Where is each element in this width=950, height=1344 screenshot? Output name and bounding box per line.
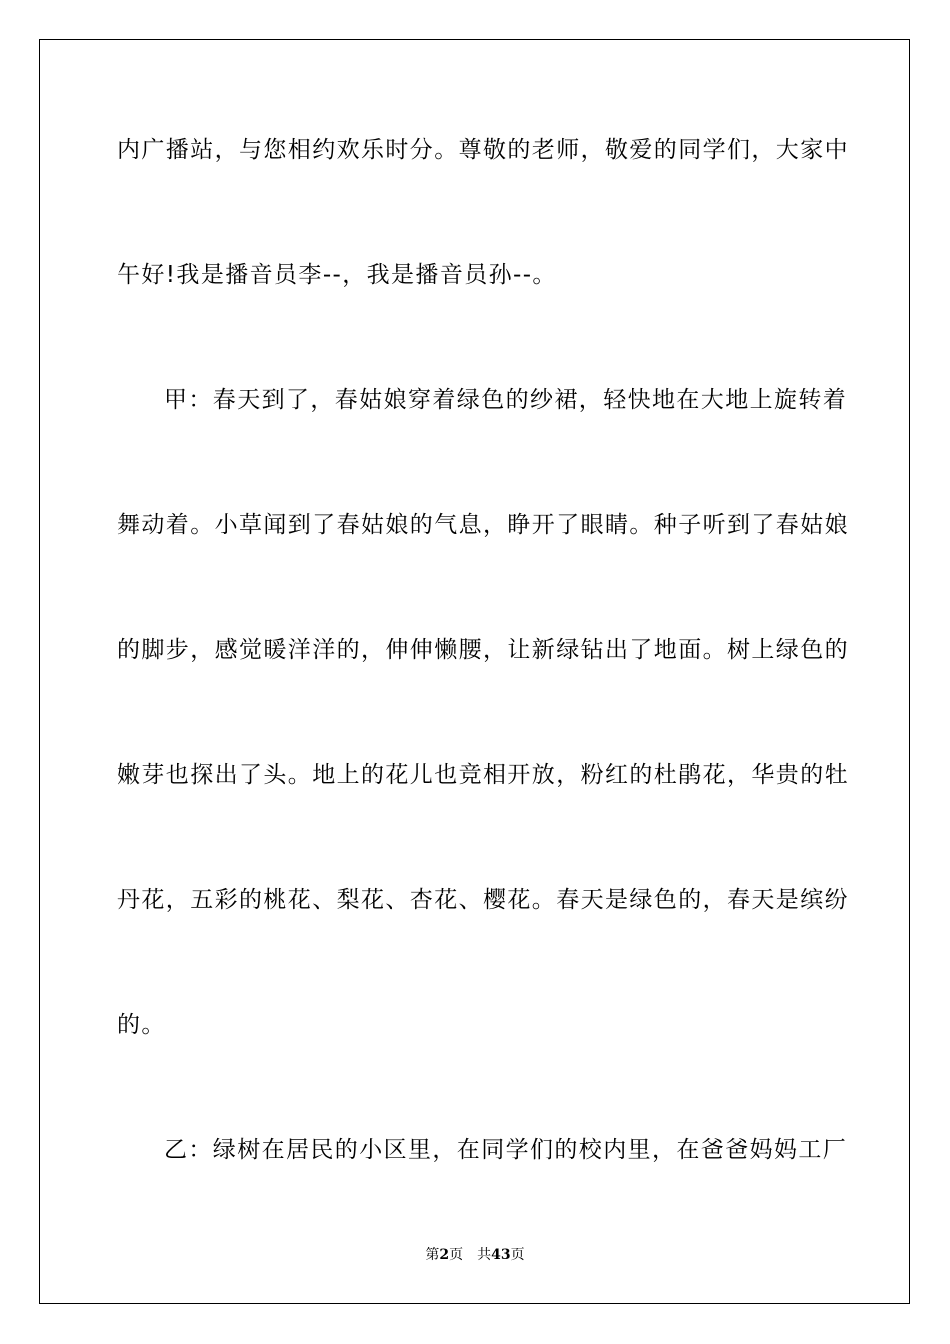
body-text-line: 的脚步，感觉暖洋洋的，伸伸懒腰，让新绿钻出了地面。树上绿色的 (117, 637, 849, 663)
body-text-line: 嫩芽也探出了头。地上的花儿也竞相开放，粉红的杜鹃花，华贵的牡 (117, 762, 849, 788)
total-pages: 43 (491, 1247, 511, 1263)
page-border (39, 39, 910, 1304)
paragraph-start-yi: 乙：绿树在居民的小区里，在同学们的校内里，在爸爸妈妈工厂 (164, 1137, 848, 1163)
body-text-line: 的。 (117, 1012, 166, 1038)
page-number: 2 (439, 1247, 450, 1263)
page-prefix: 第 (425, 1247, 440, 1263)
body-text-line: 舞动着。小草闻到了春姑娘的气息，睁开了眼睛。种子听到了春姑娘 (117, 512, 849, 538)
body-text-line: 内广播站，与您相约欢乐时分。尊敬的老师，敬爱的同学们，大家中 (117, 137, 849, 163)
total-prefix: 共 (477, 1247, 492, 1263)
paragraph-start-jia: 甲：春天到了，春姑娘穿着绿色的纱裙，轻快地在大地上旋转着 (164, 387, 848, 413)
body-text-line: 午好!我是播音员李--，我是播音员孙--。 (117, 262, 557, 288)
page-footer (0, 1246, 950, 1264)
total-suffix: 页 (510, 1247, 525, 1263)
page-suffix: 页 (449, 1247, 464, 1263)
body-text-line: 丹花，五彩的桃花、梨花、杏花、樱花。春天是绿色的，春天是缤纷 (117, 887, 849, 913)
